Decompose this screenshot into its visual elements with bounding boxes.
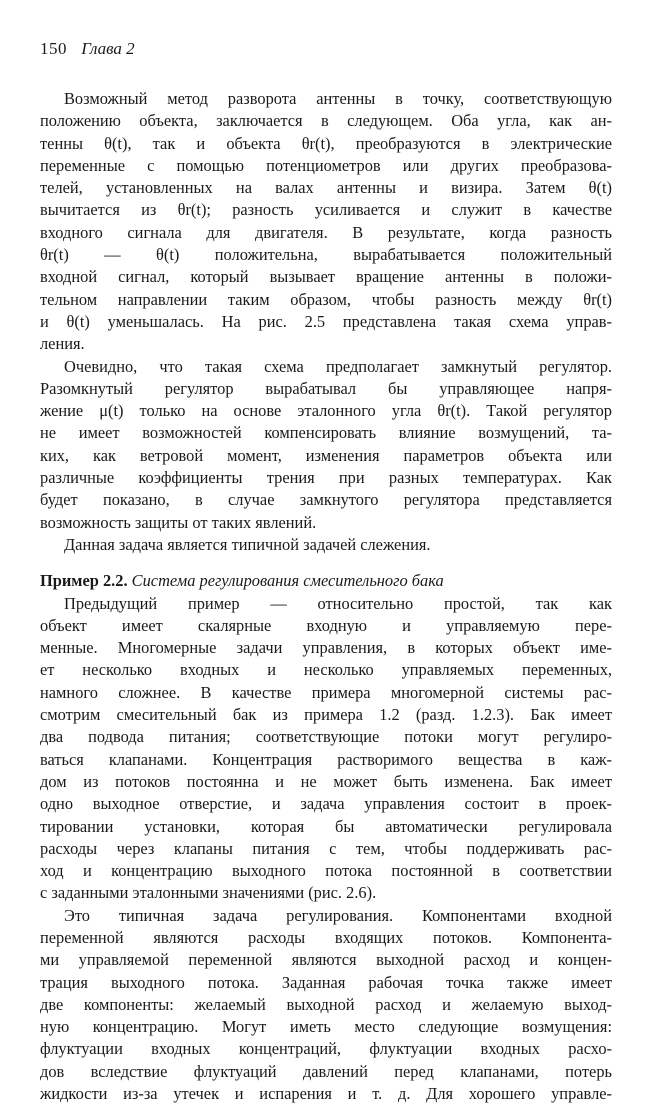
chapter-title: Глава 2 — [81, 39, 135, 58]
text-line: различные коэффициенты трения при разных температурах. Как — [40, 468, 612, 488]
paragraph — [40, 88, 612, 356]
paragraph — [40, 356, 612, 534]
text-line: не имеет возможностей компенсировать влияние возмущений, та- — [40, 423, 612, 443]
text-line: Очевидно, что такая схема предполагает замкнутый регулятор. — [64, 356, 612, 376]
text-line: ную концентрацию. Могут иметь место следующие возмущения: — [40, 1017, 612, 1037]
text-line: будет показано, в случае замкнутого регулятора представляется — [40, 490, 612, 510]
text-line: дом из потоков постоянна и не может быть изменена. Бак имеет — [40, 771, 612, 791]
text-line: одно выходное отверстие, и задача управления состоит в проек- — [40, 794, 612, 814]
running-head — [40, 38, 135, 60]
text-line: объект имеет скалярные входную и управляемую пере- — [40, 615, 612, 635]
text-line: входной сигнал, который вызывает вращение антенны в положи- — [40, 267, 612, 287]
text-line: флуктуации входных концентраций, флуктуации входных расхо- — [40, 1039, 612, 1059]
body-text — [40, 88, 612, 1105]
text-line: ход и концентрацию выходного потока постоянной в соответствии — [40, 861, 612, 881]
text-line: намного сложнее. В качестве примера многомерной системы рас- — [40, 682, 612, 702]
text-line: жидкости из-за утечек и испарения и т. д. Для хорошего управле- — [40, 1084, 612, 1104]
text-line: дов вследствие флуктуаций давлений перед клапанами, потерь — [40, 1061, 612, 1081]
text-line: входного сигнала для двигателя. В результате, когда разность — [40, 222, 612, 242]
text-line: жение μ(t) только на основе эталонного угла θr(t). Такой регулятор — [40, 401, 612, 421]
text-line: положению объекта, заключается в следующем. Оба угла, как ан- — [40, 111, 612, 131]
text-line: два подвода питания; соответствующие потоки могут регулиро- — [40, 727, 612, 747]
text-line: смотрим смесительный бак из примера 1.2 (разд. 1.2.3). Бак имеет — [40, 705, 612, 725]
text-line: и θ(t) уменьшалась. На рис. 2.5 представлена такая схема управ- — [40, 311, 612, 331]
text-line: Это типичная задача регулирования. Компонентами входной — [64, 905, 612, 925]
text-line: трация выходного потока. Заданная рабочая точка также имеет — [40, 972, 612, 992]
text-line: Возможный метод разворота антенны в точку, соответствующую — [64, 89, 612, 108]
text-line: ваться клапанами. Концентрация растворимого вещества в каж- — [40, 749, 612, 769]
text-line: вычитается из θr(t); разность усиливается и служит в качестве — [40, 200, 612, 220]
text-line: тенны θ(t), так и объекта θr(t), преобразуются в электрические — [40, 133, 612, 153]
text-line: переменные с помощью потенциометров или других преобразова- — [40, 155, 612, 175]
text-line: расходы через клапаны питания с тем, чтобы поддерживать рас- — [40, 838, 612, 858]
text-line: две компоненты: желаемый выходной расход и желаемую выход- — [40, 994, 612, 1014]
paragraph — [40, 534, 612, 556]
text-line: телей, установленных на валах антенны и визира. Затем θ(t) — [40, 178, 612, 198]
text-line: ких, как ветровой момент, изменения параметров объекта или — [40, 445, 612, 465]
example-heading — [40, 570, 612, 592]
example-title: Система регулирования смесительного бака — [131, 571, 444, 591]
text-line: переменной являются расходы входящих потоков. Компонента- — [40, 927, 612, 947]
text-line: θr(t) — θ(t) положительна, вырабатывается положительный — [40, 245, 612, 265]
text-line: тельном направлении таким образом, чтобы разность между θr(t) — [40, 289, 612, 309]
paragraph — [40, 593, 612, 905]
text-line: Разомкнутый регулятор вырабатывал бы управляющее напря- — [40, 378, 612, 398]
text-line: Данная задача является типичной задачей слежения. — [64, 534, 431, 554]
text-line: ми управляемой переменной являются выходной расход и концен- — [40, 950, 612, 970]
paragraph — [40, 905, 612, 1105]
text-line: Предыдущий пример — относительно простой, так как — [64, 593, 612, 613]
text-line: ет несколько входных и несколько управляемых переменных, — [40, 660, 612, 680]
text-line: тировании установки, которая бы автоматически регулировала — [40, 816, 612, 836]
text-line: возможность защиты от таких явлений. — [40, 512, 317, 532]
text-line: ления. — [40, 334, 85, 354]
page-number: 150 — [40, 39, 67, 58]
text-line: с заданными эталонными значениями (рис. 2.6). — [40, 883, 377, 903]
text-line: менные. Многомерные задачи управления, в которых объект име- — [40, 638, 612, 658]
example-label: Пример 2.2. — [40, 571, 128, 591]
